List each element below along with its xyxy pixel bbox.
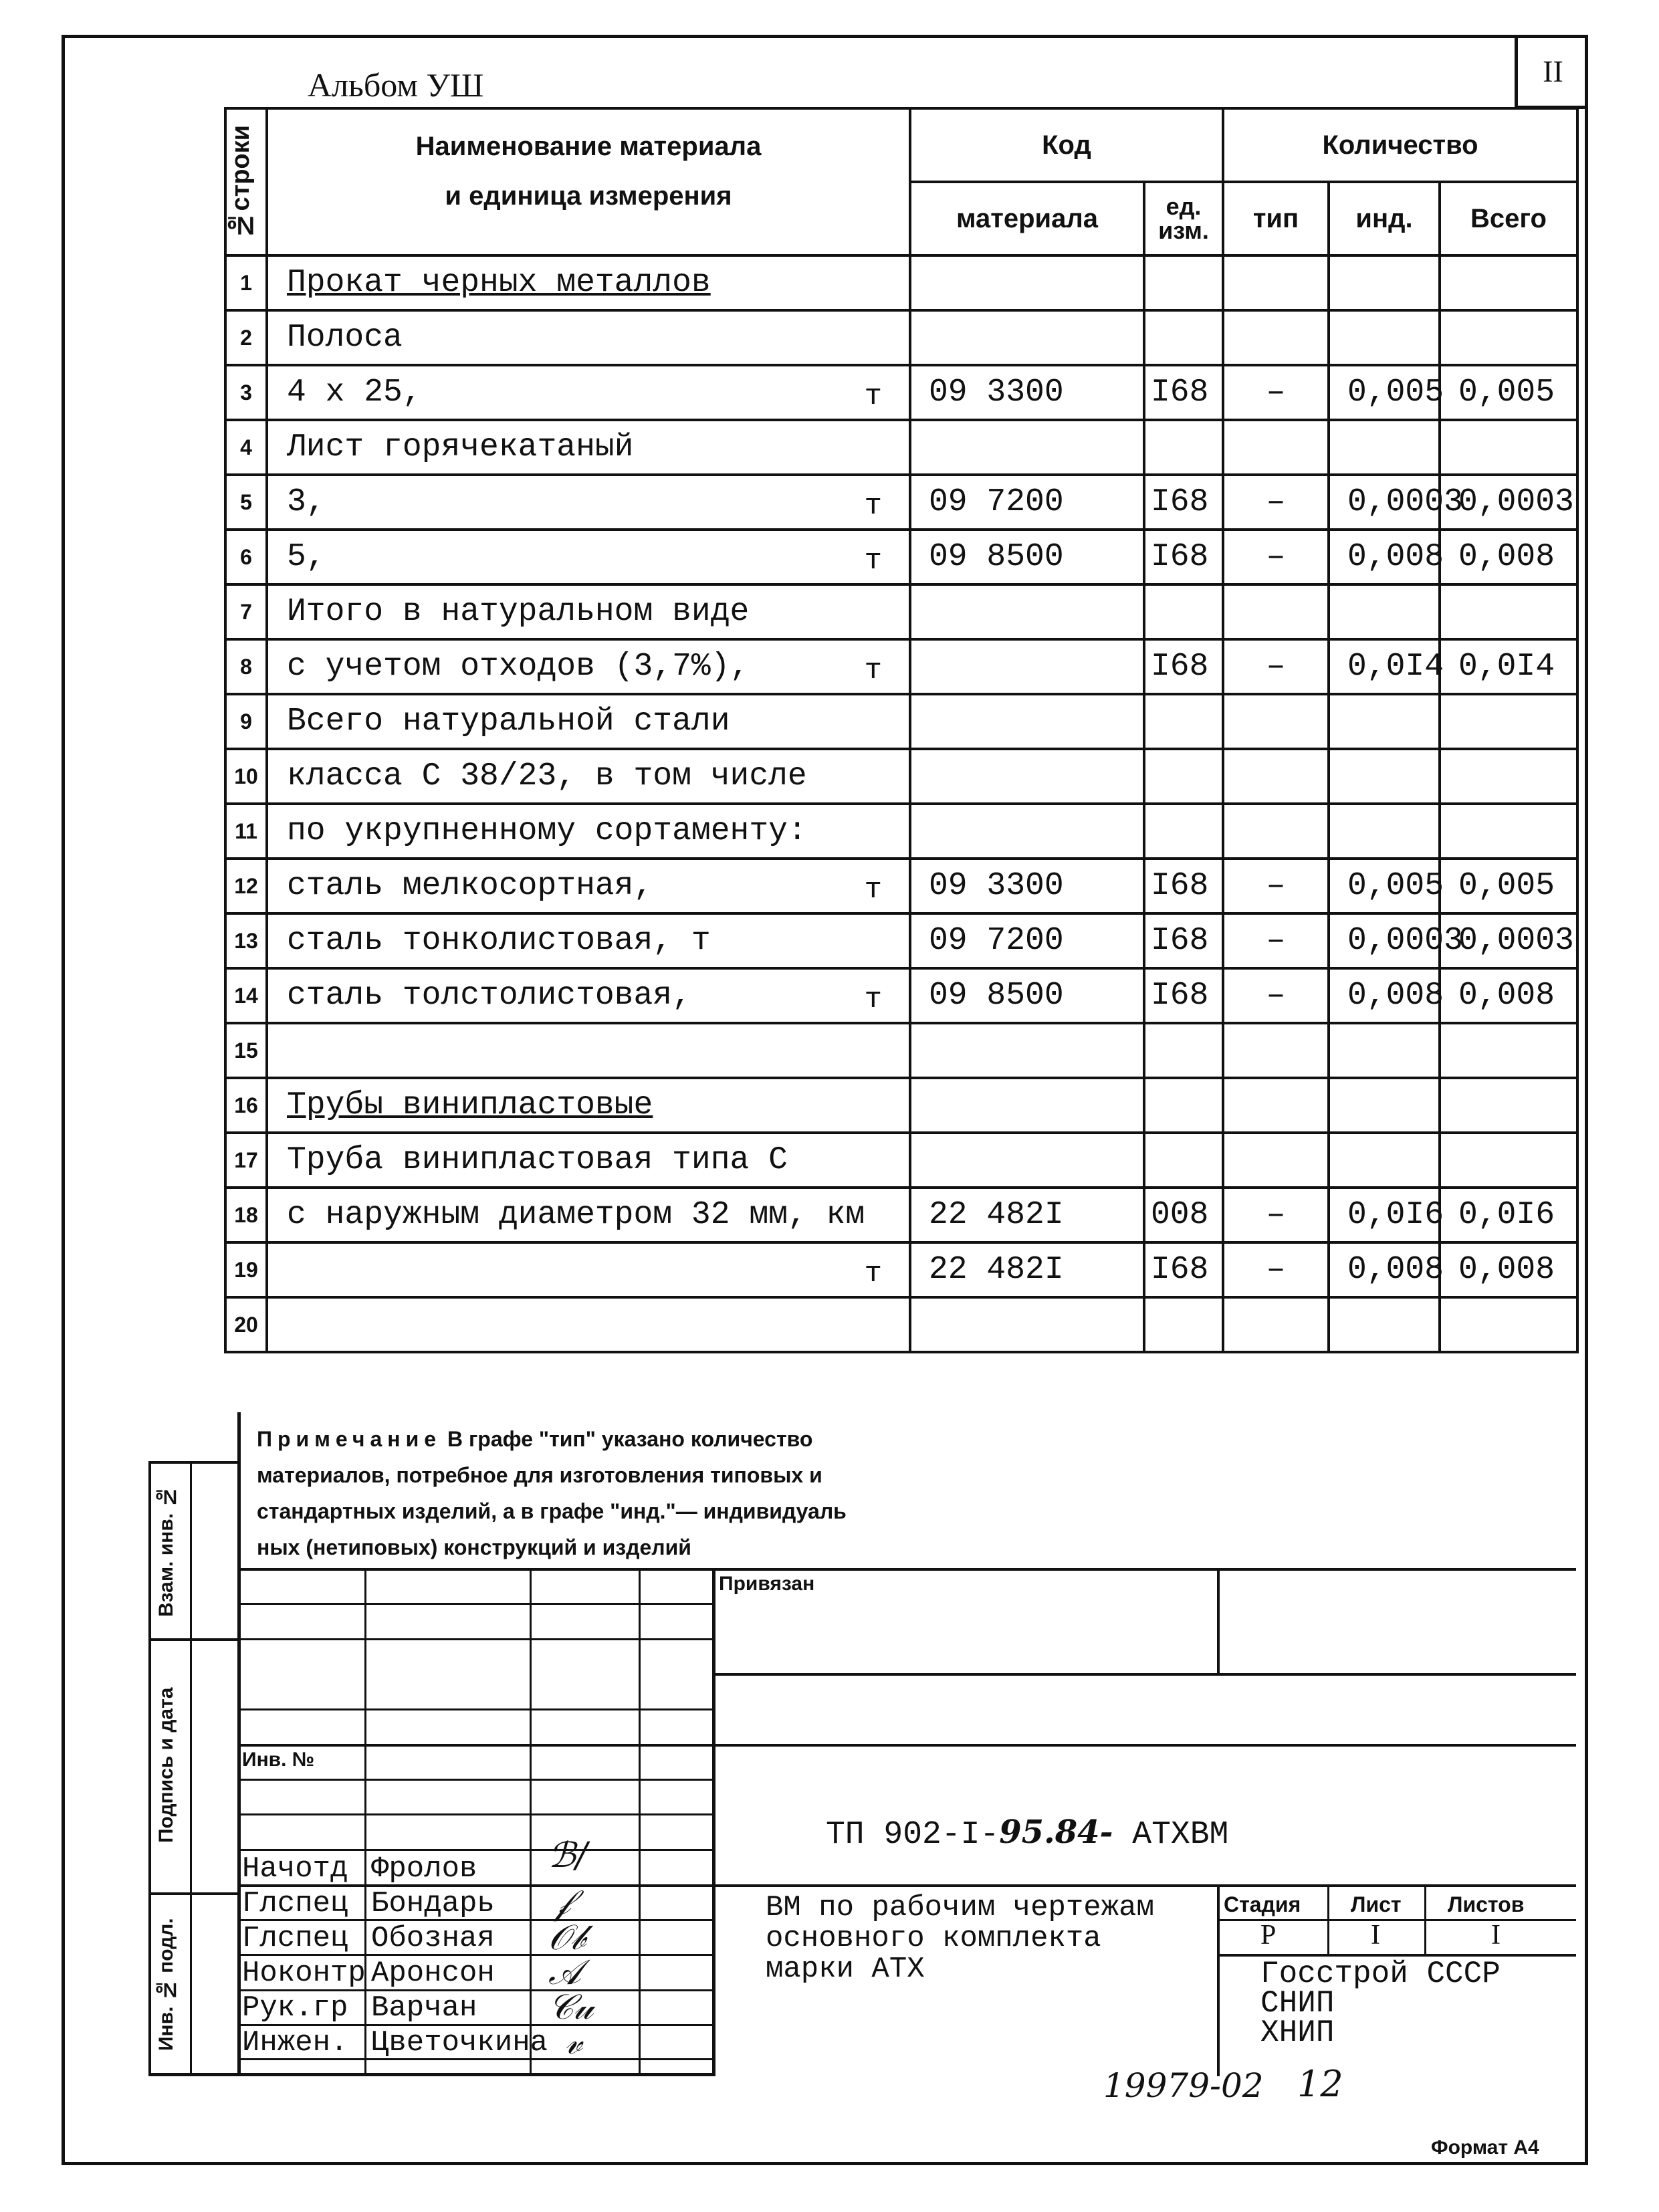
quantity-type — [1223, 804, 1329, 859]
staff-name: Цветочкина — [371, 2026, 548, 2060]
material-name — [267, 530, 910, 584]
table-row — [225, 749, 1577, 804]
material-code: 22 482I — [910, 1242, 1144, 1297]
quantity-individual — [1329, 310, 1440, 365]
quantity-total — [1440, 1297, 1577, 1352]
signature-3: 𝒪𝒷 — [548, 1918, 586, 1958]
signature-4: 𝒜 — [548, 1953, 582, 1993]
designation-suffix: АТХВМ — [1113, 1817, 1229, 1853]
material-code — [910, 310, 1144, 365]
row-number: 2 — [225, 310, 267, 365]
staff-role: Инжен. — [242, 2026, 348, 2060]
material-name-text: 5, — [287, 539, 326, 575]
material-name-text: Полоса — [287, 320, 403, 356]
unit-code — [1144, 310, 1223, 365]
row-number: 12 — [225, 859, 267, 913]
material-name — [267, 365, 910, 420]
quantity-individual: 0,0003 — [1329, 475, 1440, 530]
table-row — [225, 913, 1577, 968]
material-code: 09 8500 — [910, 968, 1144, 1023]
quantity-total — [1440, 749, 1577, 804]
material-name-text: 4 х 25, — [287, 374, 422, 411]
format-label: Формат А4 — [1431, 2136, 1539, 2159]
quantity-type: – — [1223, 859, 1329, 913]
material-code — [910, 749, 1144, 804]
col-row-number-header: №строки — [225, 108, 267, 255]
doc-title-3: марки АТХ — [766, 1953, 925, 1986]
material-name-text: класса С 38/23, в том числе — [287, 758, 807, 794]
staff-role: Глспец — [242, 1887, 348, 1920]
designation-prefix: ТП 902-I- — [826, 1817, 1000, 1853]
album-label: Альбом УШ — [308, 66, 484, 104]
quantity-individual — [1329, 1297, 1440, 1352]
table-row — [225, 804, 1577, 859]
quantity-total: 0,0003 — [1440, 475, 1577, 530]
col-quantity-header: Количество — [1223, 108, 1577, 182]
quantity-total: 0,008 — [1440, 530, 1577, 584]
row-number: 14 — [225, 968, 267, 1023]
material-name — [267, 913, 910, 968]
organization — [1260, 1959, 1501, 2048]
material-name — [267, 475, 910, 530]
measure-unit: т — [864, 983, 882, 1016]
material-name — [267, 1242, 910, 1297]
quantity-individual — [1329, 1023, 1440, 1078]
unit-code — [1144, 804, 1223, 859]
table-row — [225, 1242, 1577, 1297]
material-code: 09 3300 — [910, 365, 1144, 420]
material-name — [267, 1023, 910, 1078]
signature-2: 𝒻 — [555, 1882, 571, 1922]
material-name-text: Лист горячекатаный — [287, 429, 634, 465]
quantity-type: – — [1223, 913, 1329, 968]
quantity-individual: 0,0I6 — [1329, 1188, 1440, 1242]
measure-unit: т — [864, 544, 882, 578]
row-number: 19 — [225, 1242, 267, 1297]
row-number: 8 — [225, 639, 267, 694]
unit-code — [1144, 1133, 1223, 1188]
material-name-text: Трубы винипластовые — [287, 1087, 653, 1123]
table-row — [225, 968, 1577, 1023]
material-code — [910, 1133, 1144, 1188]
inv-no-label: Инв. № — [242, 1749, 315, 1771]
note-line2: материалов, потребное для изготовления типовых и — [257, 1463, 822, 1487]
material-name — [267, 1078, 910, 1133]
material-name — [267, 584, 910, 639]
table-row — [225, 694, 1577, 749]
unit-code: I68 — [1144, 968, 1223, 1023]
unit-code — [1144, 1297, 1223, 1352]
material-code — [910, 420, 1144, 475]
note — [257, 1421, 1059, 1565]
stage-value: Р — [1260, 1920, 1277, 1951]
side-label-inv-orig: Инв. № подл. — [155, 1918, 177, 2051]
unit-code — [1144, 694, 1223, 749]
designation-number: 95.84- — [999, 1813, 1113, 1851]
col-name-header — [267, 108, 910, 255]
material-name-text: Всего натуральной стали — [287, 703, 730, 740]
designation — [826, 1813, 1228, 1853]
table-row — [225, 310, 1577, 365]
quantity-type: – — [1223, 530, 1329, 584]
unit-code: I68 — [1144, 530, 1223, 584]
quantity-type — [1223, 1078, 1329, 1133]
quantity-individual — [1329, 804, 1440, 859]
col-q-ind: инд. — [1329, 182, 1440, 255]
bill-of-materials-table — [224, 107, 1579, 1353]
material-code — [910, 1078, 1144, 1133]
row-number: 1 — [225, 255, 267, 310]
table-row — [225, 1023, 1577, 1078]
material-name-text: Труба винипластовая типа С — [287, 1142, 788, 1178]
material-name-text: с учетом отходов (3,7%), — [287, 649, 750, 685]
material-name — [267, 310, 910, 365]
material-name-text: с наружным диаметром 32 мм, км — [287, 1197, 865, 1233]
material-code — [910, 694, 1144, 749]
quantity-total — [1440, 1023, 1577, 1078]
signature-1: ℬ/ — [548, 1836, 588, 1876]
material-code: 09 3300 — [910, 859, 1144, 913]
material-name — [267, 968, 910, 1023]
quantity-total — [1440, 694, 1577, 749]
material-name — [267, 859, 910, 913]
row-number: 15 — [225, 1023, 267, 1078]
quantity-type: – — [1223, 639, 1329, 694]
measure-unit: т — [864, 1257, 882, 1291]
note-line1: В графе "тип" указано количество — [441, 1427, 813, 1451]
material-name-text: по укрупненному сортаменту: — [287, 813, 807, 849]
row-number: 6 — [225, 530, 267, 584]
table-row — [225, 1188, 1577, 1242]
quantity-total: 0,005 — [1440, 859, 1577, 913]
quantity-total: 0,005 — [1440, 365, 1577, 420]
table-row — [225, 420, 1577, 475]
quantity-individual — [1329, 1078, 1440, 1133]
staff-role: Глспец — [242, 1922, 348, 1955]
col-code-material: материала — [910, 182, 1144, 255]
quantity-type — [1223, 1023, 1329, 1078]
quantity-individual: 0,008 — [1329, 1242, 1440, 1297]
material-code — [910, 1023, 1144, 1078]
table-row — [225, 639, 1577, 694]
quantity-total — [1440, 1133, 1577, 1188]
material-name-text: сталь тонколистовая, т — [287, 923, 711, 959]
quantity-total: 0,0I4 — [1440, 639, 1577, 694]
unit-code — [1144, 255, 1223, 310]
measure-unit: т — [864, 873, 882, 907]
material-name — [267, 804, 910, 859]
staff-name: Обозная — [371, 1922, 495, 1955]
row-number: 11 — [225, 804, 267, 859]
material-name — [267, 639, 910, 694]
quantity-individual: 0,0I4 — [1329, 639, 1440, 694]
sheet-label: Лист — [1351, 1892, 1402, 1916]
quantity-type — [1223, 749, 1329, 804]
doc-title-1: ВМ по рабочим чертежам — [766, 1891, 1154, 1924]
staff-role: Начотд — [242, 1852, 348, 1886]
measure-unit: т — [864, 380, 882, 413]
col-q-type: тип — [1223, 182, 1329, 255]
row-number: 20 — [225, 1297, 267, 1352]
unit-code — [1144, 1078, 1223, 1133]
document-title — [766, 1892, 1154, 1985]
signature-5: 𝒞𝓊 — [548, 1987, 594, 2027]
org-line-3: ХНИП — [1260, 2015, 1335, 2050]
quantity-type — [1223, 310, 1329, 365]
note-lead: Примечание — [257, 1427, 442, 1451]
note-line3: стандартных изделий, а в графе "инд."— индивидуаль — [257, 1499, 847, 1523]
quantity-type — [1223, 694, 1329, 749]
side-label-sign-date: Подпись и дата — [155, 1687, 177, 1844]
quantity-total — [1440, 584, 1577, 639]
quantity-total: 0,008 — [1440, 1242, 1577, 1297]
quantity-type — [1223, 1133, 1329, 1188]
unit-code — [1144, 1023, 1223, 1078]
unit-code: I68 — [1144, 913, 1223, 968]
table-row — [225, 1078, 1577, 1133]
sheets-label: Листов — [1448, 1892, 1525, 1916]
unit-code — [1144, 420, 1223, 475]
col-name-line1: Наименование материала — [415, 132, 762, 161]
table-row — [225, 584, 1577, 639]
table-row — [225, 530, 1577, 584]
quantity-total: 0,008 — [1440, 968, 1577, 1023]
col-code-unit: ед. изм. — [1144, 182, 1223, 255]
quantity-individual — [1329, 749, 1440, 804]
quantity-individual: 0,005 — [1329, 859, 1440, 913]
quantity-individual: 0,0003 — [1329, 913, 1440, 968]
material-code — [910, 804, 1144, 859]
material-name — [267, 749, 910, 804]
table-row — [225, 365, 1577, 420]
attached-label: Привязан — [719, 1573, 815, 1595]
quantity-type: – — [1223, 365, 1329, 420]
measure-unit: т — [864, 489, 882, 523]
quantity-individual — [1329, 255, 1440, 310]
row-number: 10 — [225, 749, 267, 804]
quantity-type — [1223, 255, 1329, 310]
quantity-type — [1223, 584, 1329, 639]
doc-title-2: основного комплекта — [766, 1922, 1101, 1955]
archive-number: 19979-02 — [1103, 2066, 1264, 2105]
quantity-type: – — [1223, 1188, 1329, 1242]
quantity-total — [1440, 804, 1577, 859]
material-code: 09 8500 — [910, 530, 1144, 584]
quantity-type — [1223, 1297, 1329, 1352]
quantity-total — [1440, 310, 1577, 365]
quantity-total — [1440, 255, 1577, 310]
unit-code: I68 — [1144, 475, 1223, 530]
quantity-individual: 0,005 — [1329, 365, 1440, 420]
material-code — [910, 255, 1144, 310]
material-name-text: Прокат черных металлов — [287, 265, 711, 301]
material-name — [267, 255, 910, 310]
material-code: 09 7200 — [910, 475, 1144, 530]
quantity-total: 0,0I6 — [1440, 1188, 1577, 1242]
table-row — [225, 475, 1577, 530]
stage-label: Стадия — [1224, 1892, 1301, 1916]
unit-code: 008 — [1144, 1188, 1223, 1242]
quantity-individual — [1329, 1133, 1440, 1188]
material-code — [910, 639, 1144, 694]
material-code — [910, 584, 1144, 639]
quantity-type: – — [1223, 475, 1329, 530]
sheet-value: I — [1371, 1920, 1380, 1951]
quantity-type — [1223, 420, 1329, 475]
quantity-individual — [1329, 420, 1440, 475]
staff-role: Ноконтр — [242, 1957, 366, 1990]
quantity-individual — [1329, 694, 1440, 749]
row-number: 7 — [225, 584, 267, 639]
staff-name: Фролов — [371, 1852, 477, 1886]
material-name — [267, 1188, 910, 1242]
quantity-total: 0,0003 — [1440, 913, 1577, 968]
material-name — [267, 694, 910, 749]
quantity-type: – — [1223, 1242, 1329, 1297]
material-code — [910, 1297, 1144, 1352]
row-number: 16 — [225, 1078, 267, 1133]
table-row — [225, 859, 1577, 913]
row-number: 18 — [225, 1188, 267, 1242]
staff-role: Рук.гр — [242, 1991, 348, 2025]
material-code: 09 7200 — [910, 913, 1144, 968]
table-row — [225, 1297, 1577, 1352]
material-name-text: сталь мелкосортная, — [287, 868, 653, 904]
org-line-2: СНИП — [1260, 1986, 1335, 2021]
material-name — [267, 420, 910, 475]
unit-code — [1144, 749, 1223, 804]
table-row — [225, 1133, 1577, 1188]
quantity-individual — [1329, 584, 1440, 639]
quantity-total — [1440, 420, 1577, 475]
material-name-text: Итого в натуральном виде — [287, 594, 750, 630]
staff-name: Варчан — [371, 1991, 477, 2025]
material-name-text: 3, — [287, 484, 326, 520]
quantity-type: – — [1223, 968, 1329, 1023]
material-name — [267, 1133, 910, 1188]
note-line4: ных (нетиповых) конструкций и изделий — [257, 1535, 691, 1559]
unit-code: I68 — [1144, 639, 1223, 694]
sheet-number: II — [1543, 54, 1563, 88]
signature-6: 𝓋 — [565, 2022, 582, 2062]
staff-name: Бондарь — [371, 1887, 495, 1920]
quantity-individual: 0,008 — [1329, 968, 1440, 1023]
row-number: 13 — [225, 913, 267, 968]
material-code: 22 482I — [910, 1188, 1144, 1242]
row-number: 4 — [225, 420, 267, 475]
col-name-line2: и единица измерения — [445, 181, 732, 211]
row-number: 9 — [225, 694, 267, 749]
table-row — [225, 255, 1577, 310]
material-name — [267, 1297, 910, 1352]
col-q-total: Всего — [1440, 182, 1577, 255]
quantity-total — [1440, 1078, 1577, 1133]
unit-code: I68 — [1144, 1242, 1223, 1297]
row-number: 3 — [225, 365, 267, 420]
measure-unit: т — [864, 654, 882, 687]
unit-code: I68 — [1144, 365, 1223, 420]
row-number: 17 — [225, 1133, 267, 1188]
material-name-text: сталь толстолистовая, — [287, 978, 691, 1014]
row-number: 5 — [225, 475, 267, 530]
page-number: 12 — [1297, 2063, 1343, 2105]
col-code-header: Код — [910, 108, 1223, 182]
sheet-number-box — [1515, 37, 1588, 109]
unit-code: I68 — [1144, 859, 1223, 913]
staff-name: Аронсон — [371, 1957, 495, 1990]
sheets-value: I — [1491, 1920, 1501, 1951]
side-label-replace: Взам. инв. № — [155, 1485, 177, 1618]
org-line-1: Госстрой СССР — [1260, 1957, 1501, 1991]
unit-code — [1144, 584, 1223, 639]
quantity-individual: 0,008 — [1329, 530, 1440, 584]
